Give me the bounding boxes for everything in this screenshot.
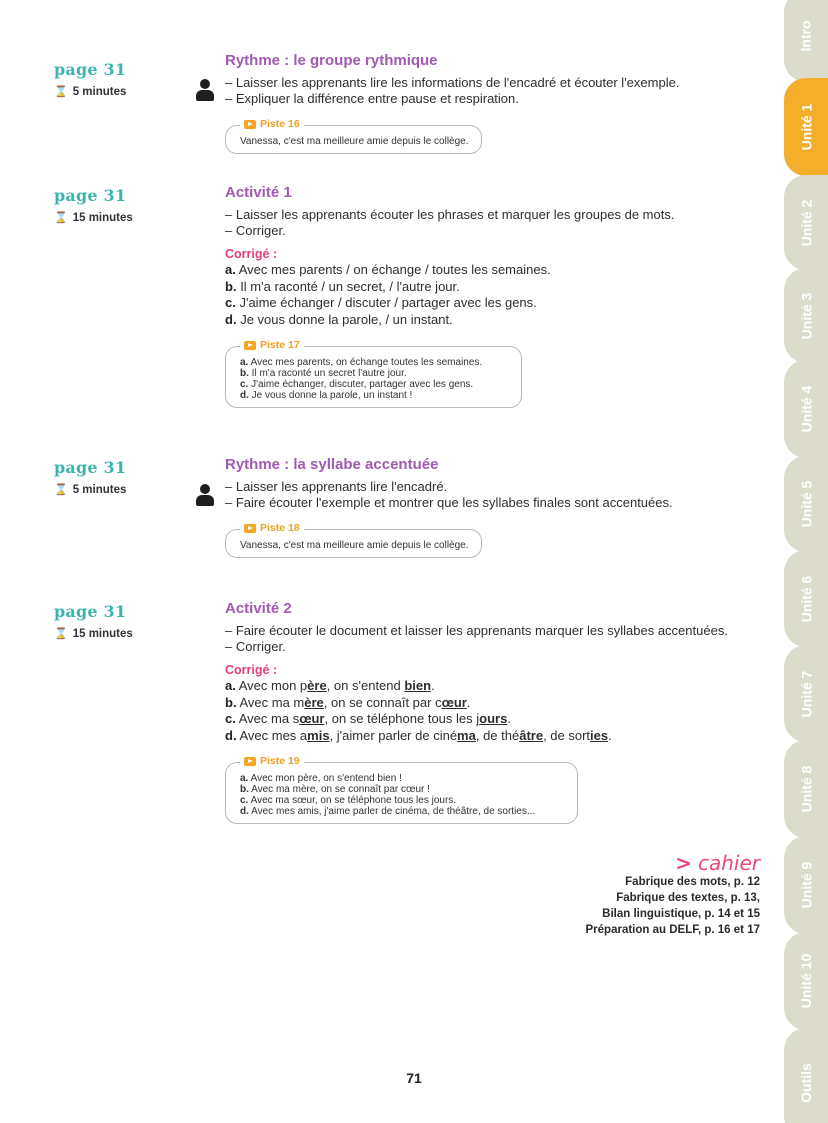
page-reference: page 31	[54, 602, 127, 621]
section-title: Rythme : le groupe rythmique	[225, 52, 438, 69]
audio-track-label[interactable]: Piste 17	[240, 339, 304, 351]
section-meta	[54, 458, 194, 496]
audio-track-box	[225, 118, 482, 154]
section-title: Activité 2	[225, 600, 292, 617]
instruction: – Laisser les apprenants lire l'encadré.	[225, 479, 448, 494]
tab-unite-1[interactable]: Unité 1	[784, 78, 828, 176]
answer-line: c. J'aime échanger / discuter / partager avec les gens.	[225, 295, 537, 310]
tab-unite-4[interactable]: Unité 4	[784, 360, 828, 458]
answer-line: a. Avec mes parents / on échange / toutes les semaines.	[225, 262, 551, 277]
duration-text: 15 minutes	[72, 211, 133, 224]
audio-transcript: Vanessa, c'est ma meilleure amie depuis le collège.	[240, 136, 469, 147]
page-reference: page 31	[54, 458, 127, 477]
duration-text: 15 minutes	[72, 627, 133, 640]
hourglass-icon: ⌛	[54, 86, 68, 98]
answer-line: a. Avec mon père, on s'entend bien.	[225, 678, 435, 693]
tab-unite-7[interactable]: Unité 7	[784, 645, 828, 742]
cahier-item: Préparation au DELF, p. 16 et 17	[585, 924, 760, 936]
page-number: 71	[406, 1070, 422, 1086]
audio-transcript-line: b. Avec ma mère, on se connaît par cœur !	[240, 784, 430, 795]
section-meta	[54, 186, 194, 224]
play-icon[interactable]	[244, 120, 256, 129]
tab-unite-9[interactable]: Unité 9	[784, 836, 828, 934]
page-reference: page 31	[54, 60, 127, 79]
tab-unite-2[interactable]: Unité 2	[784, 175, 828, 270]
audio-transcript-line: a. Avec mes parents, on échange toutes les semaines.	[240, 357, 483, 368]
hourglass-icon: ⌛	[54, 212, 68, 224]
audio-transcript-line: d. Je vous donne la parole, un instant !	[240, 390, 413, 401]
section-title: Activité 1	[225, 184, 292, 201]
instruction: – Corriger.	[225, 639, 286, 654]
audio-track-box	[225, 522, 482, 558]
audio-transcript-line: c. J'aime échanger, discuter, partager avec les gens.	[240, 379, 474, 390]
corrige-label: Corrigé :	[225, 663, 278, 677]
instruction: – Laisser les apprenants lire les informations de l'encadré et écouter l'exemple.	[225, 75, 680, 90]
play-icon[interactable]	[244, 524, 256, 533]
tab-unite-10[interactable]: Unité 10	[784, 932, 828, 1030]
instruction: – Laisser les apprenants écouter les phrases et marquer les groupes de mots.	[225, 207, 675, 222]
section-content	[225, 184, 761, 408]
corrige-label: Corrigé :	[225, 247, 278, 261]
cahier-title: > cahier	[675, 851, 760, 875]
audio-transcript-line: d. Avec mes amis, j'aime parler de cinéma, de théâtre, de sorties...	[240, 806, 536, 817]
duration-text: 5 minutes	[72, 85, 127, 98]
instruction: – Faire écouter l'exemple et montrer que les syllabes finales sont accentuées.	[225, 495, 673, 510]
section-content	[225, 456, 761, 558]
chevron-right-icon: >	[675, 851, 692, 875]
section-meta	[54, 602, 194, 640]
section-content	[225, 52, 761, 154]
section-content	[225, 600, 761, 824]
hourglass-icon: ⌛	[54, 484, 68, 496]
duration-text: 5 minutes	[72, 483, 127, 496]
play-icon[interactable]	[244, 757, 256, 766]
answer-line: c. Avec ma sœur, on se téléphone tous les jours.	[225, 711, 511, 726]
instruction: – Faire écouter le document et laisser les apprenants marquer les syllabes accentuées.	[225, 623, 728, 638]
duration	[54, 627, 194, 640]
audio-transcript: Vanessa, c'est ma meilleure amie depuis le collège.	[240, 540, 469, 551]
cahier-item: Fabrique des textes, p. 13,	[616, 892, 760, 904]
instruction: – Corriger.	[225, 223, 286, 238]
section-title: Rythme : la syllabe accentuée	[225, 456, 439, 473]
page-reference: page 31	[54, 186, 127, 205]
answer-line: b. Il m'a raconté / un secret, / l'autre jour.	[225, 278, 460, 294]
tab-outils[interactable]: Outils	[784, 1028, 828, 1123]
audio-transcript-line: c. Avec ma sœur, on se téléphone tous les jours.	[240, 795, 457, 806]
audio-track-box	[225, 755, 578, 824]
duration	[54, 211, 194, 224]
instruction: – Expliquer la différence entre pause et respiration.	[225, 91, 519, 106]
audio-track-label[interactable]: Piste 18	[240, 522, 304, 534]
tab-unite-8[interactable]: Unité 8	[784, 740, 828, 838]
tab-unite-5[interactable]: Unité 5	[784, 456, 828, 552]
audio-track-box	[225, 339, 522, 408]
duration	[54, 85, 194, 98]
audio-track-label[interactable]: Piste 16	[240, 118, 304, 130]
hourglass-icon: ⌛	[54, 628, 68, 640]
tab-unite-3[interactable]: Unité 3	[784, 268, 828, 363]
answer-line: d. Je vous donne la parole, / un instant.	[225, 311, 453, 327]
cahier-item: Fabrique des mots, p. 12	[625, 876, 760, 888]
tab-unite-6[interactable]: Unité 6	[784, 550, 828, 647]
duration	[54, 483, 194, 496]
play-icon[interactable]	[244, 341, 256, 350]
section-meta	[54, 60, 194, 98]
cahier-references	[586, 852, 760, 938]
person-icon	[196, 79, 214, 101]
answer-line: b. Avec ma mère, on se connaît par cœur.	[225, 694, 471, 710]
audio-transcript-line: a. Avec mon père, on s'entend bien !	[240, 773, 402, 784]
unit-tabs	[784, 0, 828, 1123]
person-icon	[196, 484, 214, 506]
cahier-item: Bilan linguistique, p. 14 et 15	[602, 908, 760, 920]
tab-intro[interactable]: Intro	[784, 0, 828, 82]
audio-transcript-line: b. Il m'a raconté un secret l'autre jour.	[240, 368, 407, 379]
audio-track-label[interactable]: Piste 19	[240, 755, 304, 767]
answer-line: d. Avec mes amis, j'aimer parler de cinéma, de théâtre, de sorties.	[225, 727, 612, 743]
